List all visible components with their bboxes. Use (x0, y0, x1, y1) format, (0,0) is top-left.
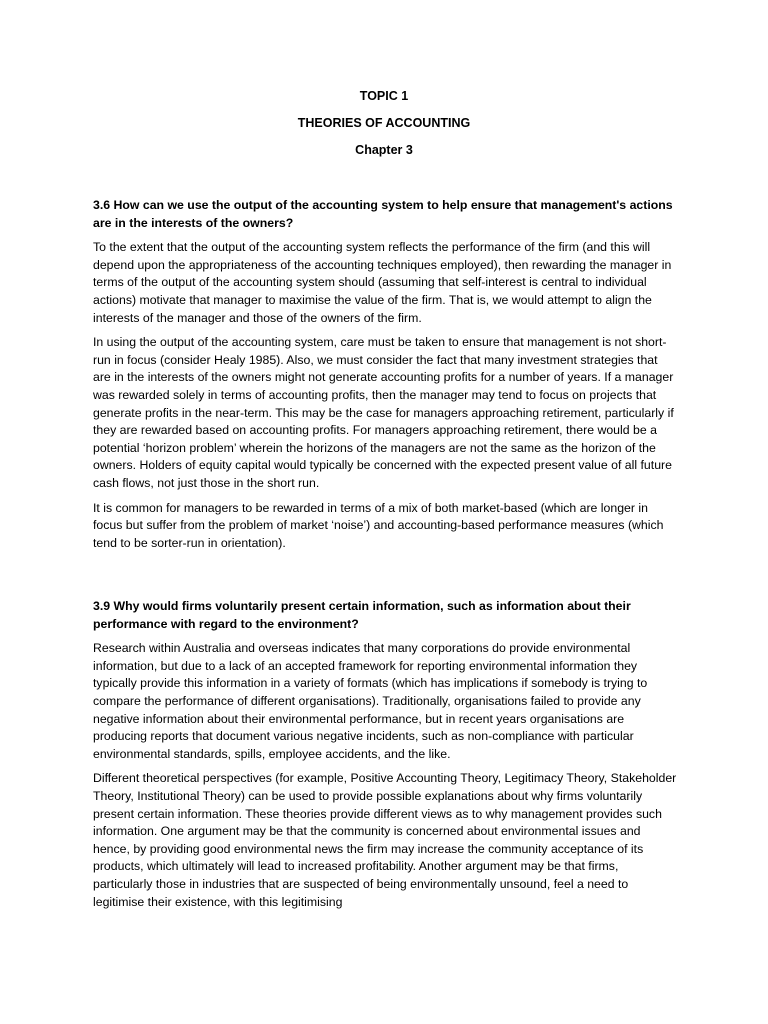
topic-heading: TOPIC 1 (359, 89, 409, 103)
question-heading: 3.9 Why would firms voluntarily present certain information, such as information about their performance with regard to the environment? (93, 599, 631, 631)
question-section-3-9 (93, 598, 677, 918)
answer-paragraph: Different theoretical perspectives (for example, Positive Accounting Theory, Legitimacy Theory, Stakeholder Theory, Institutional Theory) can be used to provide possible explanations about why firms voluntarily present certain information. These theories provide different views as to why management provides such information. One argument may be that the community is concerned about environmental issues and hence, by providing good environmental news the firm may increase the community acceptance of its products, which ultimately will lead to increased profitability. Another argument may be that firms, particularly those in industries that are suspected of being environmentally unsound, feel a need to legitimise their existence, with this legitimising (93, 771, 677, 909)
question-heading: 3.6 How can we use the output of the accounting system to help ensure that management's actions are in the interests of the owners? (93, 198, 673, 230)
answer-paragraph: In using the output of the accounting system, care must be taken to ensure that management is not short-run in focus (consider Healy 1985). Also, we must consider the fact that many investment strategies that are in the interests of the owners might not generate accounting profits for a number of years. If a manager was rewarded solely in terms of accounting profits, then the manager may tend to focus on projects that generate profits in the near-term. This may be the case for managers approaching retirement, particularly if they are rewarded based on accounting profits. For managers approaching retirement, there would be a potential ‘horizon problem’ wherein the horizons of the managers are not the same as the horizon of the owners. Holders of equity capital would typically be concerned with the expected present value of all future cash flows, not just those in the short run. (93, 335, 674, 490)
chapter-heading: Chapter 3 (355, 143, 413, 157)
answer-paragraph: It is common for managers to be rewarded in terms of a mix of both market-based (which are longer in focus but suffer from the problem of market ‘noise’) and accounting-based performance measures (which tend to be sorter-run in orientation). (93, 500, 664, 550)
answer-paragraph: Research within Australia and overseas indicates that many corporations do provide environmental information, but due to a lack of an accepted framework for reporting environmental information they typically provide this information in a variety of formats (which has implications if somebody is trying to compare the performance of different organisations). Traditionally, organisations failed to provide any negative information about their environmental performance, but in recent years organisations are producing reports that document various negative incidents, such as non-compliance with particular environmental standards, spills, employee accidents, and the like. (93, 641, 648, 761)
answer-paragraph: To the extent that the output of the accounting system reflects the performance of the firm (and this will depend upon the appropriateness of the accounting techniques employed), then rewarding the manager in terms of the output of the accounting system should (assuming that self-interest is central to individual actions) motivate that manager to maximise the value of the firm. That is, we would attempt to align the interests of the manager and those of the owners of the firm. (93, 240, 672, 325)
question-section-3-6 (93, 197, 677, 559)
document-title: THEORIES OF ACCOUNTING (297, 116, 471, 130)
